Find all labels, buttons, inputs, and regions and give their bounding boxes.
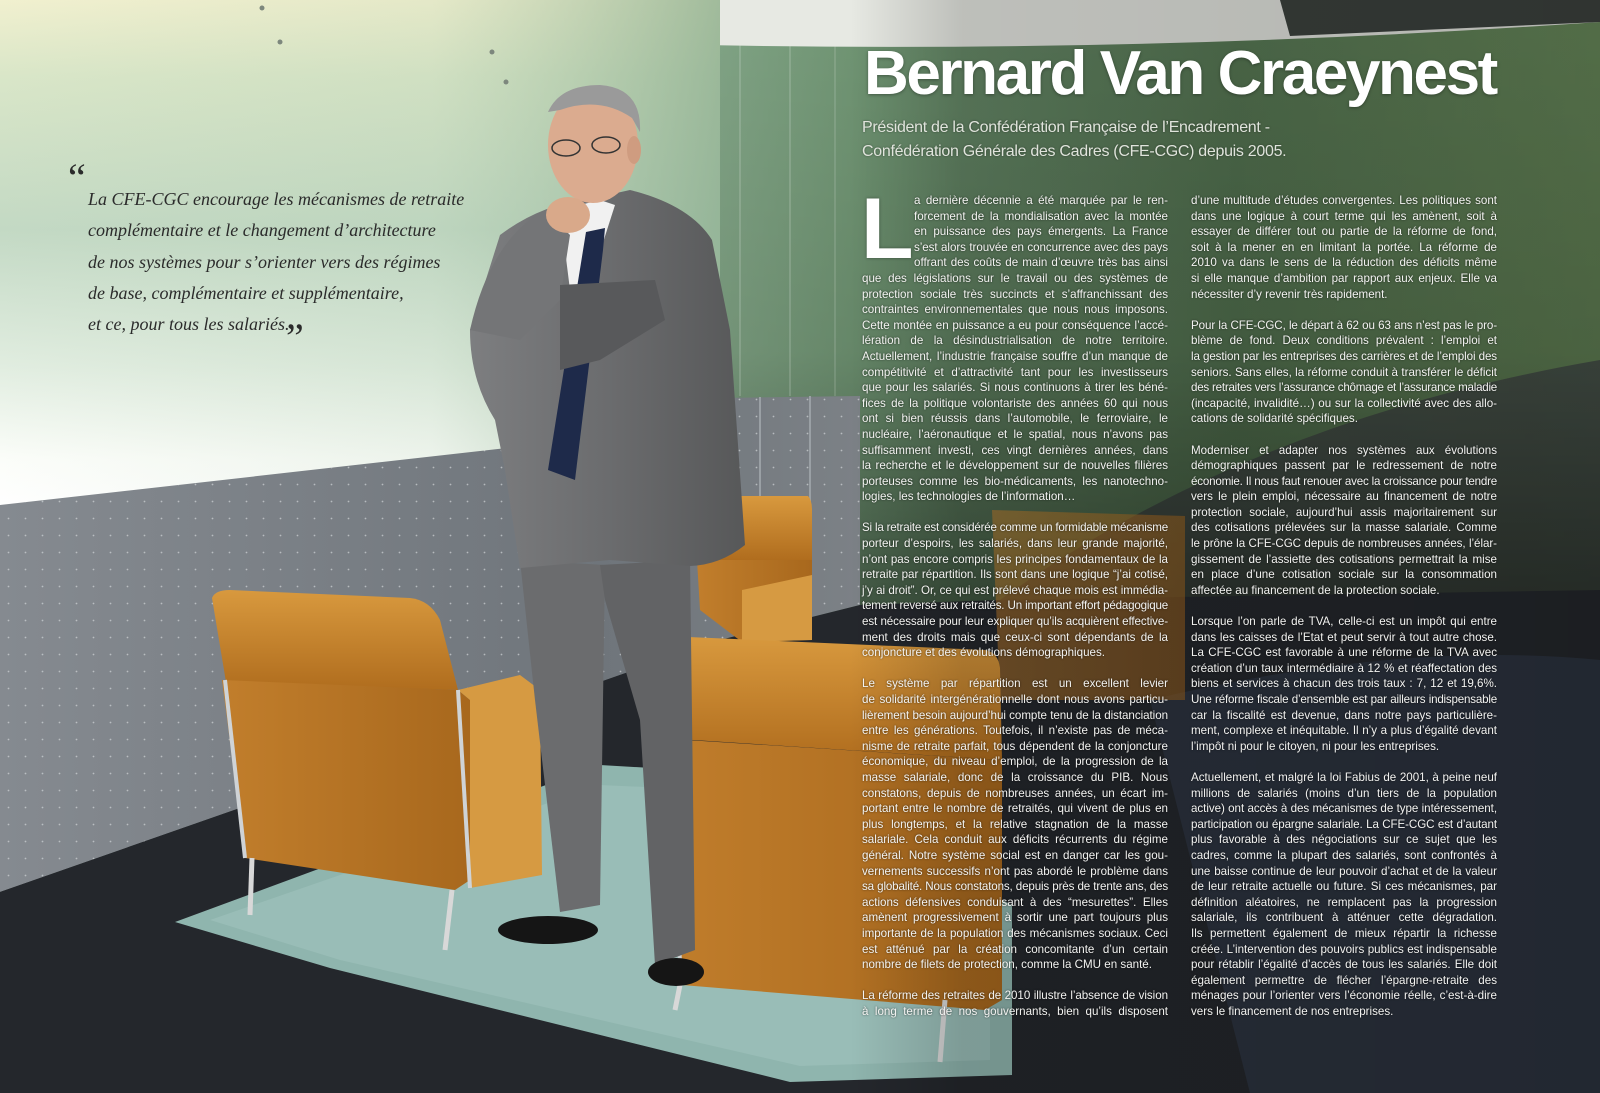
text-line: l’impôt ni pour le citoyen, ni pour les entreprises. [1191, 739, 1440, 753]
text-line: ment, complexe et inéquitable. Il n’y a plus d’égalité devant [1191, 724, 1497, 738]
text-line: blème de fond. Deux conditions prévalent : l’emploi et [1191, 334, 1497, 348]
text-line: la gestion par les entreprises des carrières et de l’emploi des [1191, 349, 1497, 363]
text-line: protection sociale très succincts et s’affranchissant des [862, 287, 1168, 301]
text-line: entre les générations. Toutefois, il n’existe pas de méca- [862, 724, 1168, 738]
text-line: dans une logique à court terme qui les amènent, soit à [1191, 209, 1497, 223]
text-line: est atténué par la création concomitante d’un certain [862, 942, 1168, 956]
text-line: protection sociale, aujourd’hui assis majoritairement sur [1191, 505, 1497, 519]
text-line: portant entre le nombre de retraités, qui vivent de plus en [862, 802, 1168, 816]
text-line: économie. Il nous faut renouer avec la croissance pour tendre [1191, 474, 1497, 488]
text-line: Le système par répartition est un excellent levier [862, 677, 1168, 691]
text-line: nécessiter d’y revenir très rapidement. [1191, 287, 1388, 301]
article-title: Bernard Van Craeynest [864, 39, 1496, 108]
text-line: offrant des coûts de main d’œuvre très bas ainsi [914, 256, 1168, 270]
text-line: d’une multitude d’études convergentes. Les politiques sont [1191, 194, 1497, 207]
text-line: Moderniser et adapter nos systèmes aux évolutions [1191, 443, 1497, 457]
text-line: dans les caisses de l’Etat et peut servir à tout autre chose. [1191, 630, 1497, 644]
text-line: fices de la politique volontariste des années 60 qui nous [862, 396, 1168, 410]
text-line: nombre de filets de protection, comme la CMU en santé. [862, 958, 1152, 972]
pull-quote-line: de base, complémentaire et supplémentaire, [88, 282, 404, 303]
text-column-1 [862, 193, 1168, 1035]
text-line: vernements successifs n’ont pas abordé le problème dans [862, 864, 1168, 878]
text-line: une baisse continue de leur pouvoir d’achat et de la valeur [1191, 864, 1497, 878]
text-line: également permettre de flécher l’épargne-retraite des [1191, 973, 1497, 987]
text-line: biens et services à chacun des trois taux : 7, 12 et 19,6%. [1191, 677, 1497, 691]
text-line: (incapacité, invalidité…) ou sur la collectivité avec des allo- [1191, 396, 1497, 410]
text-line: actions défensives conduisant à des “mesurettes”. Elles [862, 895, 1168, 909]
text-line: porteuses comme les bio-médicaments, les nanotechno- [862, 474, 1168, 488]
text-line: des cotisations prélevées sur la masse salariale. Comme [1191, 521, 1497, 535]
text-line: contraintes environnementales que nous nous imposons. [862, 303, 1168, 317]
text-line: cadres, comme la plupart des salariés, sont confrontés à [1191, 848, 1497, 862]
text-line: plus favorable à des négociations sur ce sujet que les [1191, 833, 1497, 847]
paragraph [862, 193, 1168, 505]
subtitle-line: Confédération Générale des Cadres (CFE-CGC) depuis 2005. [862, 143, 1287, 160]
text-line: forcement de la mondialisation avec la montée [914, 209, 1168, 223]
text-line: conjoncture et des évolutions démographiques. [862, 646, 1105, 660]
text-line: salariale. Cela conduit aux déficits récurrents du régime [862, 833, 1168, 847]
text-line: démographiques passent par le redressement de notre [1191, 459, 1497, 473]
text-line: tement reversé aux retraités. Un important effort pédagogique [862, 599, 1168, 613]
text-line: vers le plein emploi, nécessaire au financement de notre [1191, 490, 1497, 504]
pull-quote [88, 184, 464, 340]
text-line: si elle manque d’ambition par rapport aux enjeux. Elle va [1191, 271, 1497, 285]
text-line: Si la retraite est considérée comme un formidable mécanisme [862, 521, 1168, 535]
paragraph [1191, 193, 1497, 302]
text-line: définition aléatoires, ne remplacent pas la progression [1191, 895, 1497, 909]
text-line: Actuellement, et malgré la loi Fabius de 2001, à peine neuf [1191, 770, 1497, 784]
text-line: général. Notre système social est en danger car les gou- [862, 848, 1168, 862]
text-line: nucléaire, l’aéronautique et le spatial, nous n’avons pas [862, 427, 1168, 441]
text-line: participation ou épargne salariale. La CFE-CGC est d’autant [1191, 817, 1497, 831]
text-line: masse salariale, donc de la croissance du PIB. Nous [862, 770, 1168, 784]
text-line: lération de la désindustrialisation de notre territoire. [862, 334, 1168, 348]
drop-cap: L [861, 181, 914, 277]
text-line: en puissance des pays émergents. La France [914, 225, 1168, 239]
text-line: logies, les technologies de l’information… [862, 490, 1076, 504]
text-line: s’est alors trouvée en concurrence avec des pays [914, 240, 1168, 254]
text-line: constatons, depuis de nombreuses années, un écart im- [862, 786, 1168, 800]
text-line: de leur retraite actuelle ou future. Si ces mécanismes, par [1191, 880, 1497, 894]
text-line: vers le financement de nos entreprises. [1191, 1004, 1394, 1018]
paragraph [1191, 443, 1497, 599]
text-line: que des législations sur le travail ou des systèmes de [862, 271, 1168, 285]
pull-quote-line: complémentaire et le changement d’architecture [88, 220, 436, 241]
text-line: pour rétablir l’égalité d’accès de tous les salariés. Elle doit [1191, 958, 1497, 972]
paragraph [1191, 614, 1497, 754]
text-line: millions de salariés (moins d’un tiers de la population [1191, 786, 1497, 800]
text-line: nisme de retraite parfait, tous dépendent de la conjoncture [862, 739, 1168, 753]
text-line: Lorsque l’on parle de TVA, celle-ci est un impôt qui entre [1191, 615, 1497, 629]
quote-open-mark: “ [68, 155, 86, 200]
text-line: en place d’une cotisation sociale sur la consommation [1191, 568, 1497, 582]
text-line: de solidarité intergénérationnelle dont nous avons particu- [862, 693, 1168, 706]
text-line: 2010 va dans le sens de la réduction des déficits même [1191, 256, 1497, 270]
paragraph [862, 520, 1168, 660]
text-line: plus longtemps, et la relative stagnation de la masse [862, 817, 1168, 831]
paragraph [862, 676, 1168, 972]
text-line: suffisamment investi, ces vingt dernières années, dans [862, 443, 1168, 457]
text-line: La réforme des retraites de 2010 illustre l’absence de vision [862, 989, 1168, 1003]
pull-quote-line: et ce, pour tous les salariés. [88, 314, 290, 335]
text-line: Ils permettent également de mieux répartir la richesse [1191, 926, 1497, 940]
text-line: Une réforme fiscale d’ensemble est par ailleurs indispensable [1191, 693, 1497, 706]
text-line: porteur d’espoirs, les salariés, dans leur grande majorité, [862, 537, 1168, 551]
text-line: affectée au financement de la protection sociale. [1191, 583, 1440, 597]
text-line: essayer de différer tout ou partie de la réforme de fond, [1191, 225, 1497, 239]
text-line: seniors. Sans elles, la réforme conduit à transférer le déficit [1191, 365, 1497, 379]
text-line: salariale, ils contribuent à atténuer cette dégradation. [1191, 911, 1497, 925]
text-line: ment des droits mais que ceux-ci sont dépendants de la [862, 630, 1168, 644]
text-line: à long terme de nos gouvernants, bien qu’ils disposent [862, 1004, 1168, 1018]
text-line: importante de la population des mécanismes sociaux. Ceci [862, 926, 1168, 940]
text-line: que pour les salariés. Si nous continuons à tirer les béné- [862, 381, 1168, 395]
text-line: ménages pour l’orienter vers l’économie réelle, c’est-à-dire [1191, 989, 1497, 1003]
pull-quote-line: La CFE-CGC encourage les mécanismes de retraite [88, 189, 465, 209]
text-line: sa globalité. Nous constatons, depuis près de trente ans, des [862, 880, 1168, 894]
text-line: économique, du niveau d’emploi, de la progression de la [862, 755, 1168, 769]
paragraph [1191, 770, 1497, 1020]
text-line: Actuellement, l’industrie française souffre d’un manque de [862, 349, 1168, 363]
text-line: j’y ai droit”. Or, ce qui est prélevé chaque mois est immédia- [862, 583, 1168, 597]
text-line: amènent progressivement à sortir une part toujours plus [862, 911, 1168, 925]
article-subtitle [862, 116, 1286, 164]
text-line: compétitivité et d’attractivité tant pour les investisseurs [862, 365, 1168, 379]
text-line: active) ont accès à des mécanismes de type intéressement, [1191, 802, 1497, 816]
text-line: Cette montée en puissance a eu pour conséquence l’accé- [862, 318, 1168, 332]
text-line: gissement de l’assiette des cotisations permettrait la mise [1191, 552, 1497, 566]
paragraph [862, 988, 1168, 1019]
text-line: créée. L’intervention des pouvoirs publics est indispensable [1191, 942, 1497, 956]
pull-quote-line: de nos systèmes pour s’orienter vers des régimes [88, 251, 441, 272]
text-line: n’ont pas encore compris les principes fondamentaux de la [862, 552, 1168, 566]
text-line: le prône la CFE-CGC depuis de nombreuses années, l’élar- [1191, 537, 1497, 551]
text-line: la recherche et le développement sur de nouvelles filières [862, 459, 1168, 473]
text-line: des retraites vers l’assurance chômage et l’assurance maladie [1191, 381, 1497, 395]
text-line: a dernière décennie a été marquée par le ren- [914, 194, 1168, 207]
text-line: car la fiscalité est devenue, dans notre pays particulière- [1191, 708, 1497, 722]
text-column-2 [1191, 193, 1497, 1035]
text-line: soit à la mener en en limitant la portée. La réforme de [1191, 240, 1497, 254]
text-line: cations de solidarité spécifiques. [1191, 412, 1358, 426]
text-line: La CFE-CGC est favorable à une réforme de la TVA avec [1191, 646, 1497, 660]
text-line: est nécessaire pour leur expliquer qu’ils acquièrent effective- [862, 615, 1168, 629]
subtitle-line: Président de la Confédération Française de l’Encadrement - [862, 119, 1270, 136]
text-line: retraite par répartition. Ils sont dans une logique “j’ai cotisé, [862, 568, 1168, 582]
text-line: ont si bien réussis dans l’automobile, le ferroviaire, le [862, 412, 1168, 426]
quote-close-mark: ” [286, 315, 304, 360]
text-line: création d’un taux intermédiaire à 12 % et réaffectation des [1191, 661, 1497, 675]
text-line: lièrement besoin aujourd’hui compte tenu de la distanciation [862, 708, 1168, 722]
text-line: Pour la CFE-CGC, le départ à 62 ou 63 ans n’est pas le pro- [1191, 318, 1497, 332]
paragraph [1191, 318, 1497, 427]
